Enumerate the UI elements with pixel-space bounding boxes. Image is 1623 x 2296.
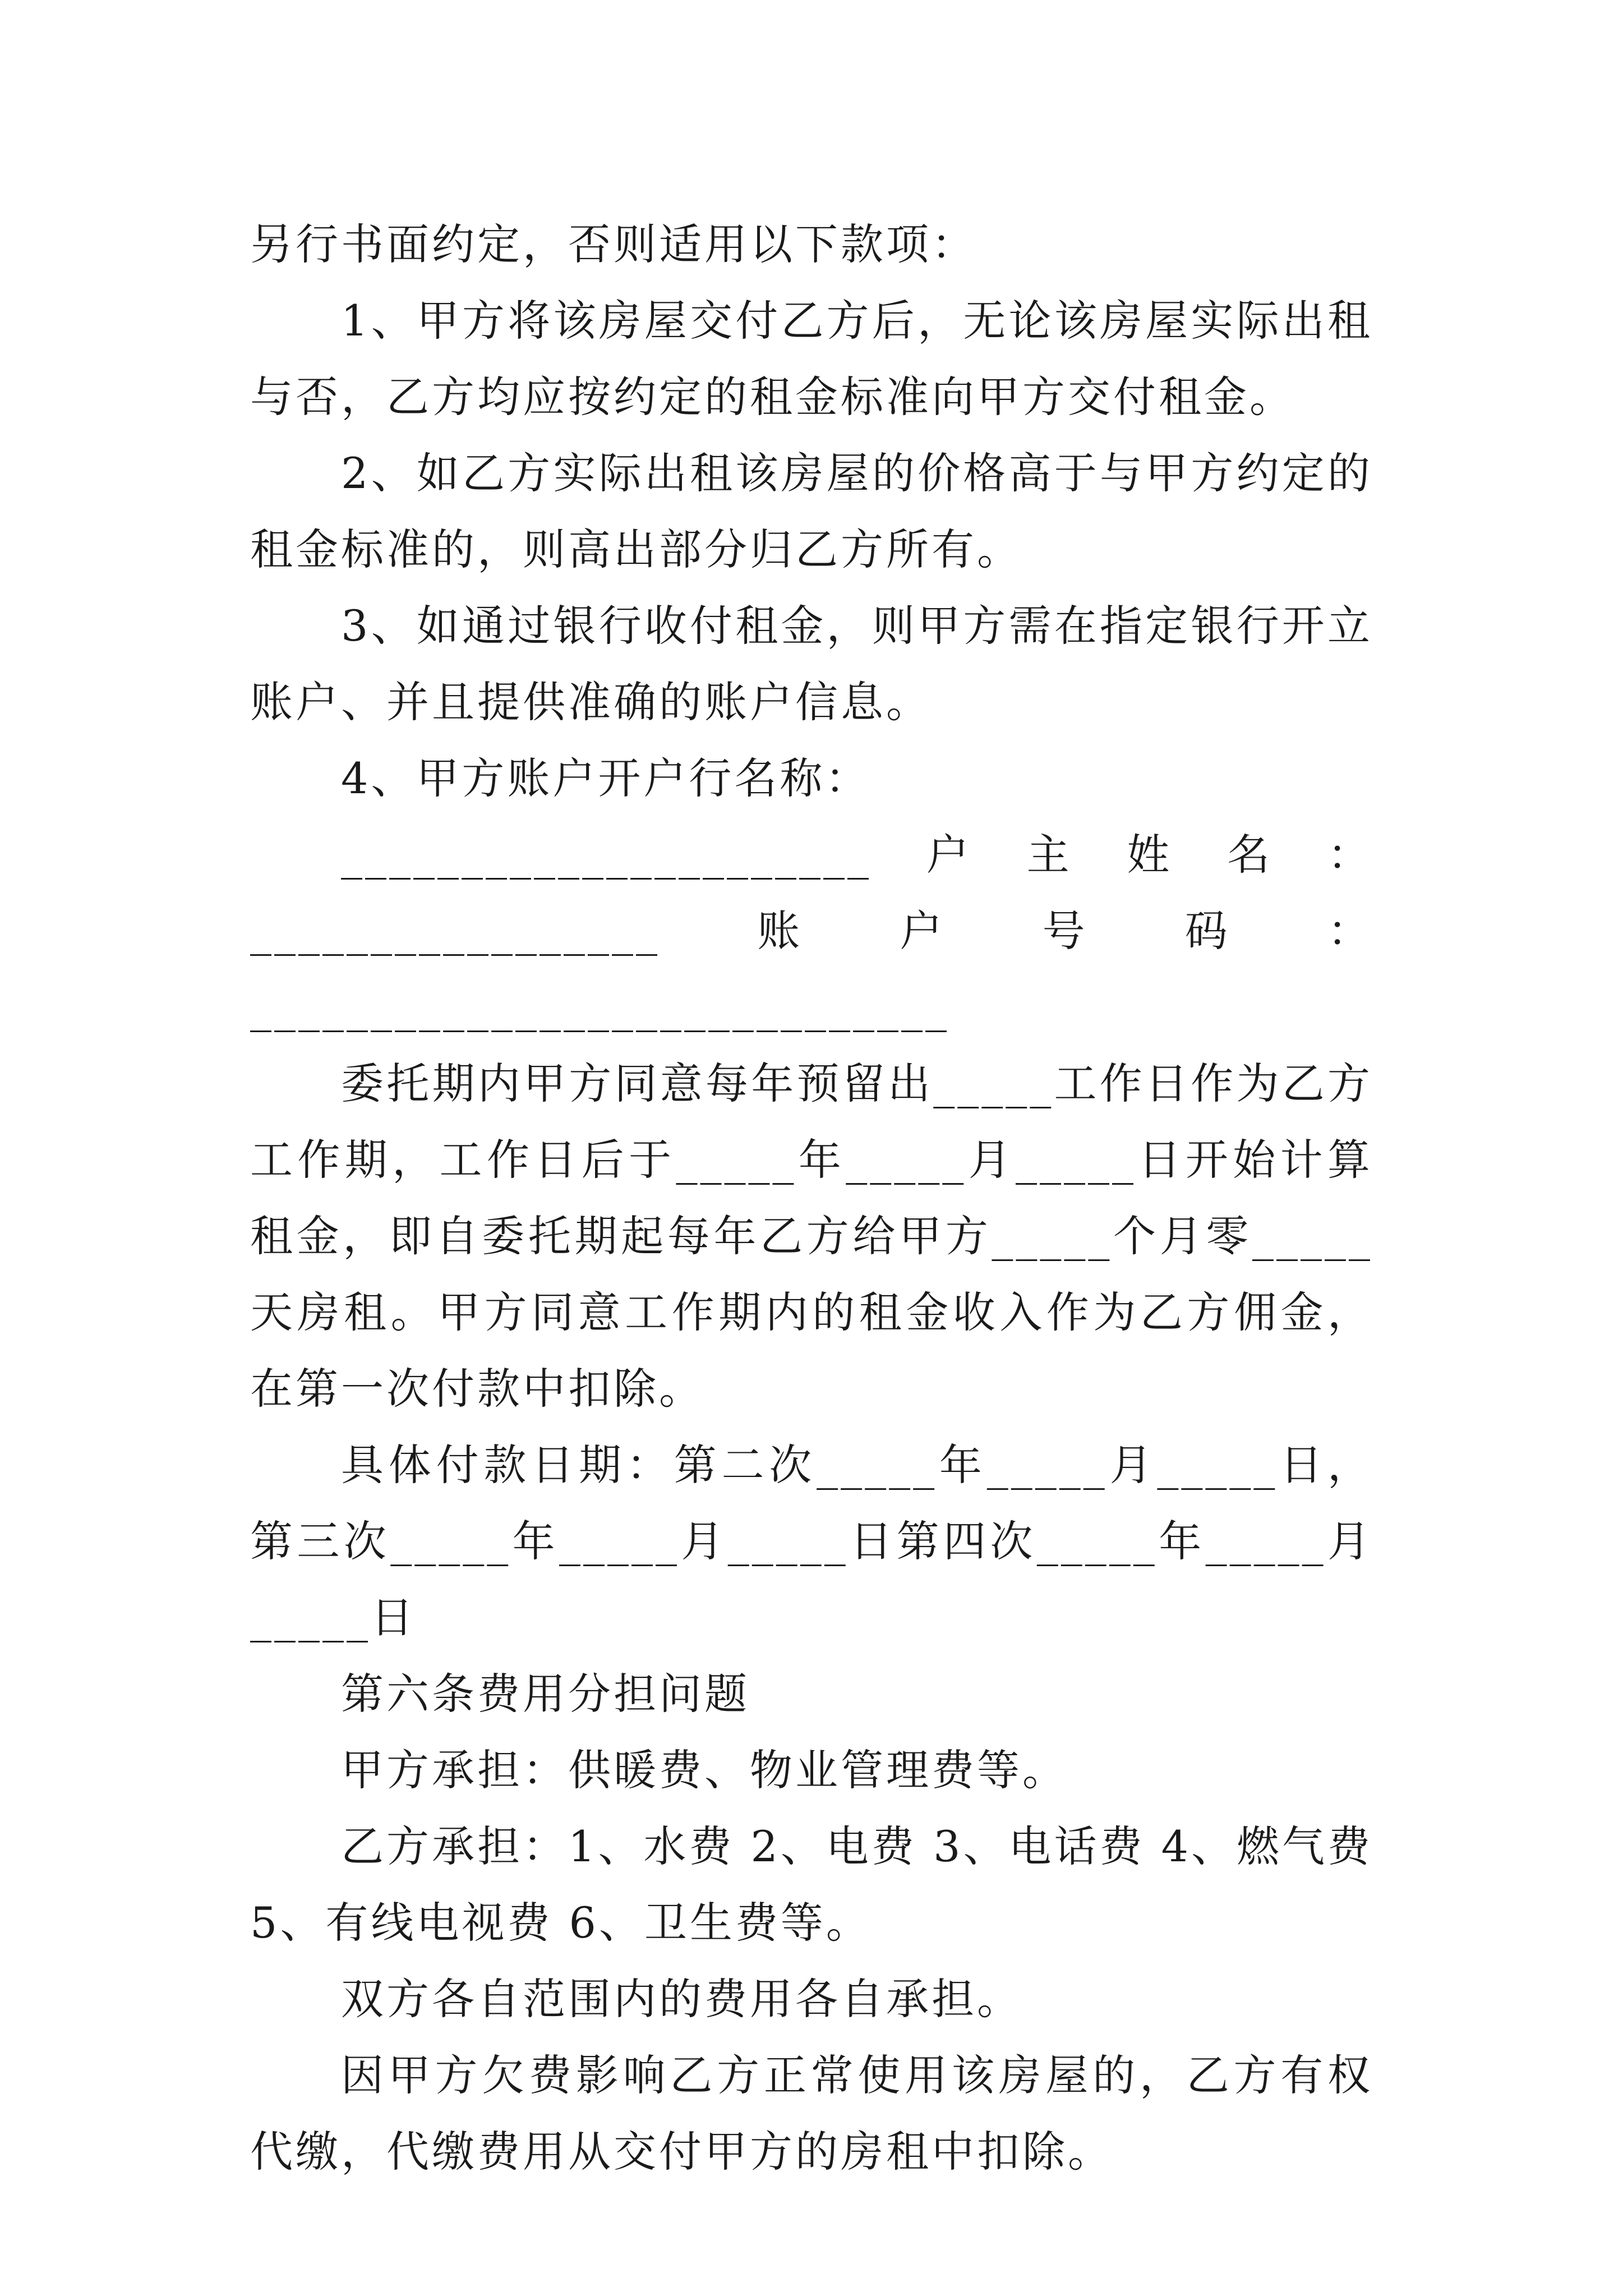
paragraph-item-2: 2、如乙方实际出租该房屋的价格高于与甲方约定的租金标准的，则高出部分归乙方所有。 (250, 448, 1373, 574)
paragraph-payment-dates: 具体付款日期：第二次_____年_____月_____日，第三次_____年_____月_____日第四次_____年_____月_____日 (250, 1440, 1373, 1642)
paragraph-work-period: 委托期内甲方同意每年预留出_____工作日作为乙方工作期，工作日后于_____年_____月_____日开始计算租金，即自委托期起每年乙方给甲方_____个月零_____天房租。甲方同意工作期内的租金收入作为乙方佣金，在第一次付款中扣除。 (250, 1059, 1373, 1414)
paragraph-item-4: 4、甲方账户开户行名称： (341, 753, 871, 803)
paragraph-account-blanks: ______________________户主姓名：_________________账户号码：_____________________________ (250, 830, 1373, 1032)
paragraph-continuation: 另行书面约定，否则适用以下款项： (250, 219, 977, 269)
section-heading-article-6: 第六条费用分担问题 (341, 1669, 750, 1719)
paragraph-party-b-costs: 乙方承担：1、水费 2、电费 3、电话费 4、燃气费 5、有线电视费 6、卫生费等。 (250, 1821, 1373, 1948)
paragraph-arrears: 因甲方欠费影响乙方正常使用该房屋的，乙方有权代缴，代缴费用从交付甲方的房租中扣除。 (250, 2050, 1373, 2177)
paragraph-own-costs: 双方各自范围内的费用各自承担。 (341, 1974, 1022, 2024)
paragraph-item-1: 1、甲方将该房屋交付乙方后，无论该房屋实际出租与否，乙方均应按约定的租金标准向甲方交付租金。 (250, 296, 1373, 422)
paragraph-item-3: 3、如通过银行收付租金，则甲方需在指定银行开立账户、并且提供准确的账户信息。 (250, 601, 1373, 727)
document-body (250, 206, 1373, 2190)
paragraph-party-a-costs: 甲方承担：供暖费、物业管理费等。 (341, 1745, 1068, 1795)
